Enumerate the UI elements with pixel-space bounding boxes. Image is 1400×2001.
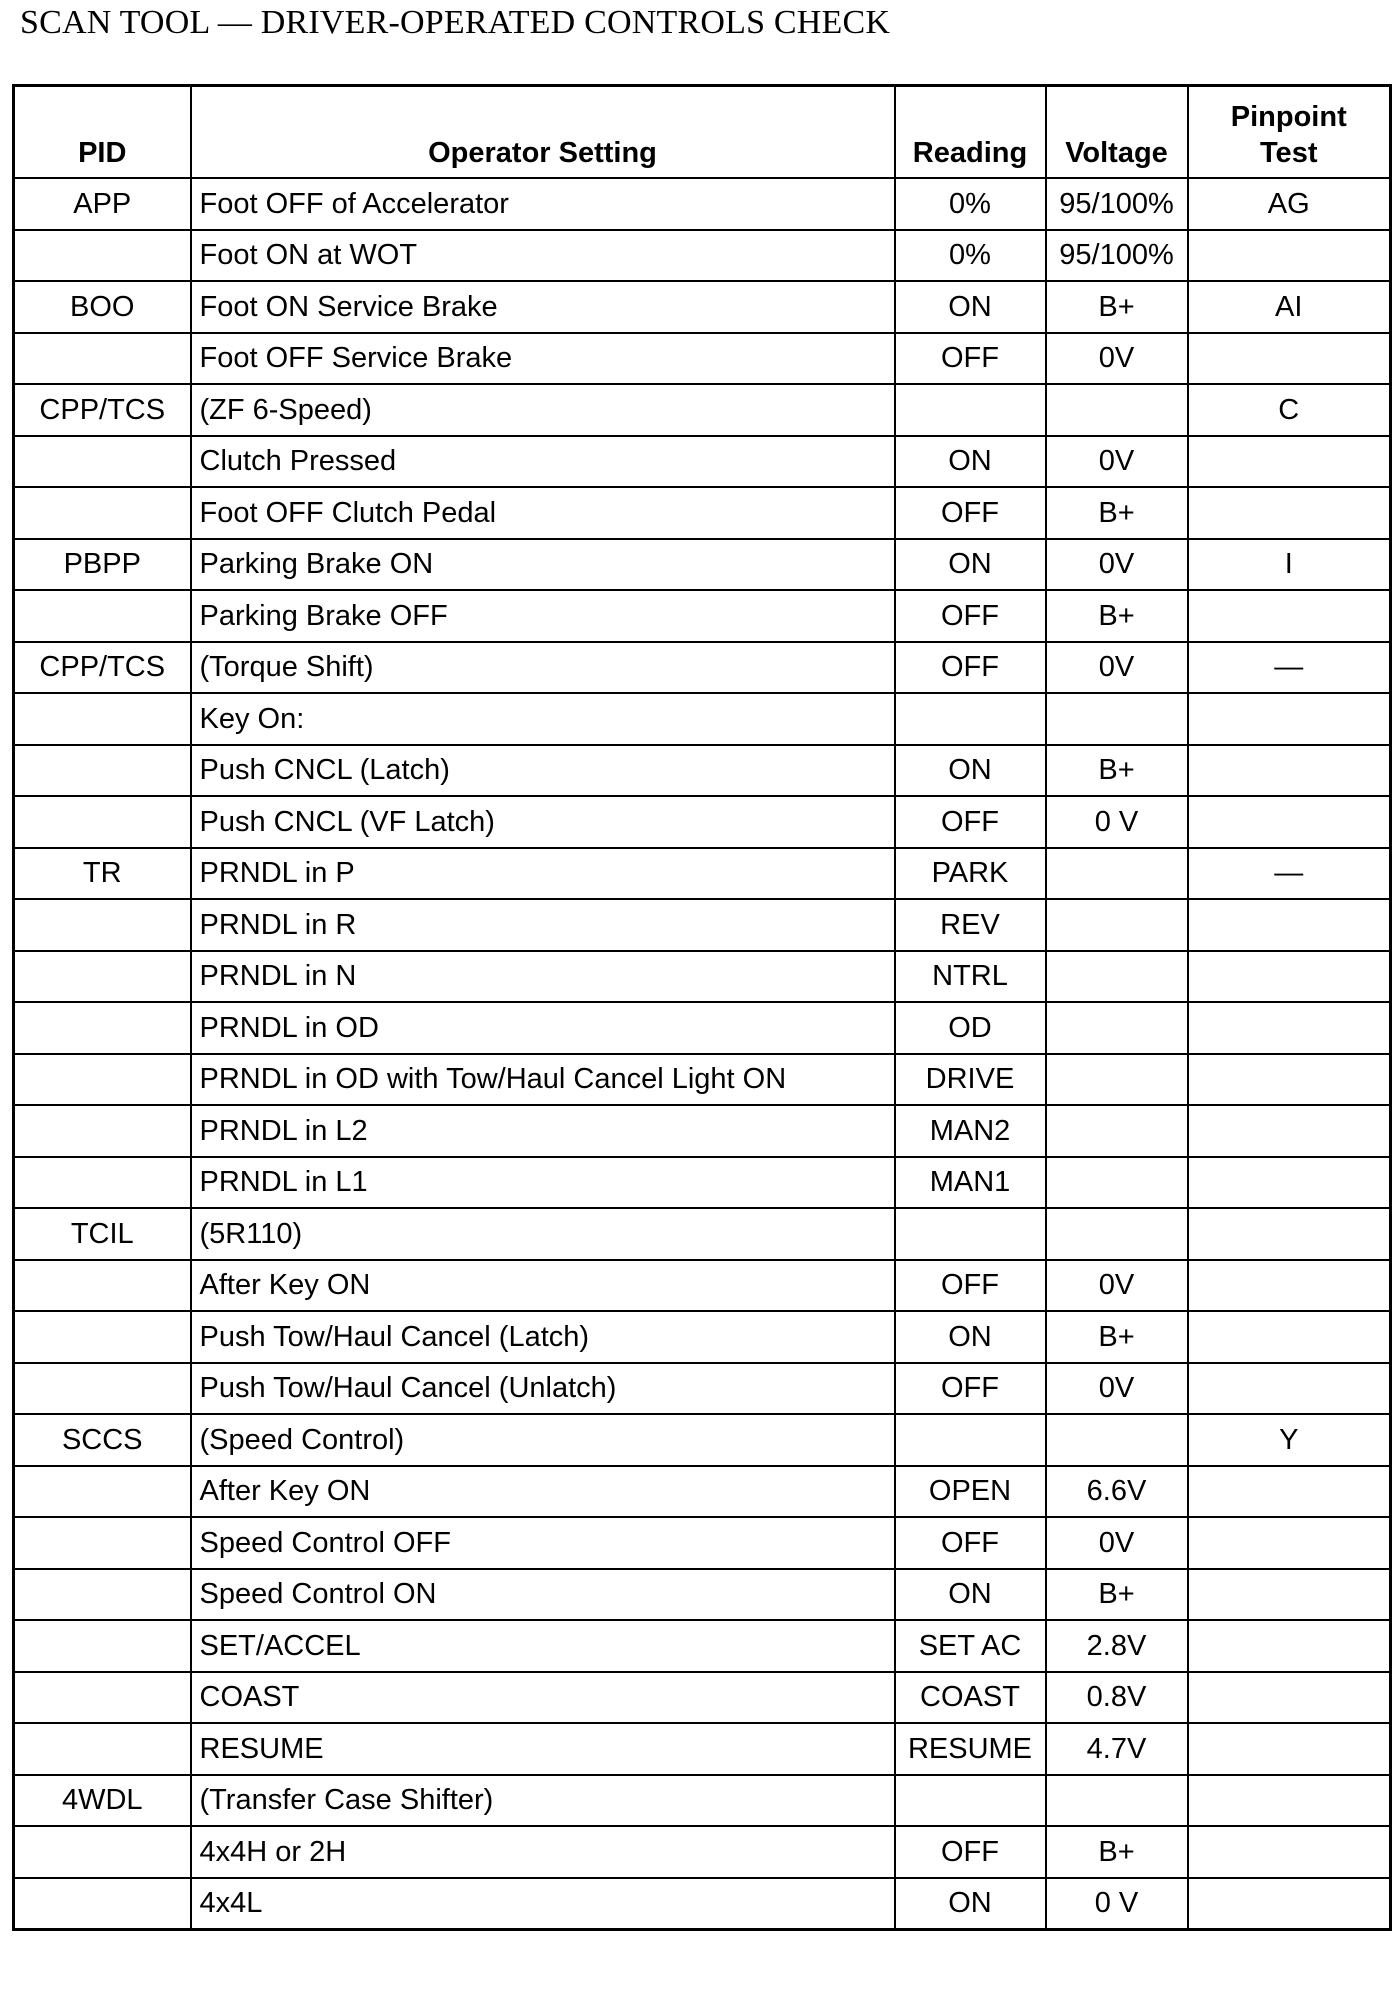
cell-pinpoint-test xyxy=(1188,1157,1391,1209)
cell-reading: ON xyxy=(895,1311,1046,1363)
table-row xyxy=(14,333,1391,385)
cell-pid: SCCS xyxy=(14,1414,191,1466)
table-row xyxy=(14,1414,1391,1466)
cell-operator-setting: Speed Control ON xyxy=(191,1569,895,1621)
cell-pinpoint-test xyxy=(1188,1105,1391,1157)
header-pid: PID xyxy=(14,86,191,179)
table-row xyxy=(14,1878,1391,1930)
cell-operator-setting: RESUME xyxy=(191,1723,895,1775)
cell-pinpoint-test: Y xyxy=(1188,1414,1391,1466)
cell-operator-setting: PRNDL in L1 xyxy=(191,1157,895,1209)
cell-operator-setting: COAST xyxy=(191,1672,895,1724)
cell-voltage: 0V xyxy=(1046,1363,1188,1415)
cell-operator-setting: 4x4H or 2H xyxy=(191,1826,895,1878)
cell-pinpoint-test xyxy=(1188,1620,1391,1672)
cell-pid: CPP/TCS xyxy=(14,384,191,436)
cell-reading: ON xyxy=(895,745,1046,797)
cell-pinpoint-test xyxy=(1188,1517,1391,1569)
cell-pinpoint-test xyxy=(1188,1723,1391,1775)
cell-pid: APP xyxy=(14,178,191,230)
cell-operator-setting: Foot ON Service Brake xyxy=(191,281,895,333)
cell-reading: ON xyxy=(895,436,1046,488)
table-row xyxy=(14,1157,1391,1209)
cell-operator-setting: PRNDL in N xyxy=(191,951,895,1003)
cell-reading: OFF xyxy=(895,1260,1046,1312)
cell-operator-setting: Push CNCL (VF Latch) xyxy=(191,796,895,848)
table-row xyxy=(14,951,1391,1003)
cell-voltage: 0.8V xyxy=(1046,1672,1188,1724)
cell-operator-setting: After Key ON xyxy=(191,1260,895,1312)
cell-voltage xyxy=(1046,1414,1188,1466)
cell-operator-setting: Key On: xyxy=(191,693,895,745)
header-reading: Reading xyxy=(895,86,1046,179)
cell-pinpoint-test xyxy=(1188,1208,1391,1260)
cell-voltage: B+ xyxy=(1046,281,1188,333)
header-row xyxy=(14,86,1391,179)
cell-voltage: 0 V xyxy=(1046,796,1188,848)
cell-voltage: B+ xyxy=(1046,1826,1188,1878)
cell-operator-setting: PRNDL in OD xyxy=(191,1002,895,1054)
cell-pinpoint-test xyxy=(1188,796,1391,848)
cell-voltage: 0V xyxy=(1046,333,1188,385)
cell-pid xyxy=(14,436,191,488)
cell-operator-setting: Foot ON at WOT xyxy=(191,230,895,282)
cell-reading: OFF xyxy=(895,590,1046,642)
cell-operator-setting: 4x4L xyxy=(191,1878,895,1930)
cell-voltage: 2.8V xyxy=(1046,1620,1188,1672)
table-row xyxy=(14,1105,1391,1157)
cell-pinpoint-test xyxy=(1188,693,1391,745)
cell-voltage xyxy=(1046,1157,1188,1209)
cell-pinpoint-test xyxy=(1188,1002,1391,1054)
cell-voltage: 0V xyxy=(1046,436,1188,488)
cell-pid xyxy=(14,693,191,745)
table-row xyxy=(14,436,1391,488)
cell-pid xyxy=(14,1260,191,1312)
cell-reading: SET AC xyxy=(895,1620,1046,1672)
table-row xyxy=(14,848,1391,900)
cell-operator-setting: PRNDL in P xyxy=(191,848,895,900)
cell-voltage xyxy=(1046,848,1188,900)
cell-reading: OFF xyxy=(895,796,1046,848)
cell-pinpoint-test xyxy=(1188,1363,1391,1415)
cell-pinpoint-test xyxy=(1188,1672,1391,1724)
cell-reading: ON xyxy=(895,539,1046,591)
cell-reading: OFF xyxy=(895,1826,1046,1878)
cell-operator-setting: Push Tow/Haul Cancel (Latch) xyxy=(191,1311,895,1363)
cell-operator-setting: (Speed Control) xyxy=(191,1414,895,1466)
table-row xyxy=(14,1002,1391,1054)
cell-reading: PARK xyxy=(895,848,1046,900)
cell-pid: CPP/TCS xyxy=(14,642,191,694)
cell-pinpoint-test: — xyxy=(1188,642,1391,694)
table-row xyxy=(14,1569,1391,1621)
table-row xyxy=(14,899,1391,951)
table-body xyxy=(14,178,1391,1930)
cell-pid xyxy=(14,1672,191,1724)
table-row xyxy=(14,1208,1391,1260)
cell-pid: BOO xyxy=(14,281,191,333)
cell-pinpoint-test xyxy=(1188,487,1391,539)
table-row xyxy=(14,1466,1391,1518)
table-row xyxy=(14,1775,1391,1827)
table-row xyxy=(14,230,1391,282)
cell-pid xyxy=(14,1569,191,1621)
cell-pinpoint-test xyxy=(1188,436,1391,488)
cell-voltage xyxy=(1046,1208,1188,1260)
cell-operator-setting: PRNDL in R xyxy=(191,899,895,951)
cell-pid xyxy=(14,1466,191,1518)
cell-voltage: 0V xyxy=(1046,1260,1188,1312)
cell-operator-setting: PRNDL in OD with Tow/Haul Cancel Light ON xyxy=(191,1054,895,1106)
cell-operator-setting: (ZF 6-Speed) xyxy=(191,384,895,436)
cell-pinpoint-test xyxy=(1188,1311,1391,1363)
cell-reading xyxy=(895,693,1046,745)
cell-voltage xyxy=(1046,1054,1188,1106)
cell-pinpoint-test xyxy=(1188,951,1391,1003)
table-row xyxy=(14,1672,1391,1724)
cell-voltage: 0V xyxy=(1046,642,1188,694)
cell-voltage xyxy=(1046,693,1188,745)
cell-operator-setting: After Key ON xyxy=(191,1466,895,1518)
cell-operator-setting: Foot OFF Clutch Pedal xyxy=(191,487,895,539)
cell-pid: PBPP xyxy=(14,539,191,591)
table-row xyxy=(14,539,1391,591)
cell-reading: REV xyxy=(895,899,1046,951)
cell-operator-setting: Foot OFF of Accelerator xyxy=(191,178,895,230)
cell-pid xyxy=(14,745,191,797)
cell-pid xyxy=(14,230,191,282)
table-row xyxy=(14,745,1391,797)
header-voltage: Voltage xyxy=(1046,86,1188,179)
cell-voltage: 95/100% xyxy=(1046,230,1188,282)
cell-reading: RESUME xyxy=(895,1723,1046,1775)
cell-pinpoint-test xyxy=(1188,1878,1391,1930)
cell-operator-setting: Push Tow/Haul Cancel (Unlatch) xyxy=(191,1363,895,1415)
cell-reading xyxy=(895,384,1046,436)
cell-reading: OFF xyxy=(895,487,1046,539)
cell-pid xyxy=(14,1517,191,1569)
cell-operator-setting: Parking Brake OFF xyxy=(191,590,895,642)
cell-pid xyxy=(14,1620,191,1672)
cell-voltage: B+ xyxy=(1046,590,1188,642)
cell-pid: TCIL xyxy=(14,1208,191,1260)
cell-pid xyxy=(14,590,191,642)
cell-reading: OPEN xyxy=(895,1466,1046,1518)
table-row xyxy=(14,1260,1391,1312)
cell-voltage xyxy=(1046,1105,1188,1157)
cell-voltage xyxy=(1046,899,1188,951)
cell-pinpoint-test: AI xyxy=(1188,281,1391,333)
cell-reading: 0% xyxy=(895,178,1046,230)
table-row xyxy=(14,1054,1391,1106)
cell-voltage: 0 V xyxy=(1046,1878,1188,1930)
cell-reading: OFF xyxy=(895,333,1046,385)
table-row xyxy=(14,1826,1391,1878)
cell-operator-setting: Push CNCL (Latch) xyxy=(191,745,895,797)
cell-pinpoint-test xyxy=(1188,1054,1391,1106)
table-row xyxy=(14,1311,1391,1363)
cell-pinpoint-test: AG xyxy=(1188,178,1391,230)
table-row xyxy=(14,178,1391,230)
cell-reading: MAN1 xyxy=(895,1157,1046,1209)
cell-voltage: 0V xyxy=(1046,539,1188,591)
table-row xyxy=(14,1620,1391,1672)
cell-reading: DRIVE xyxy=(895,1054,1046,1106)
cell-voltage xyxy=(1046,951,1188,1003)
controls-check-table xyxy=(12,84,1392,1931)
cell-pid xyxy=(14,1105,191,1157)
cell-reading: MAN2 xyxy=(895,1105,1046,1157)
cell-operator-setting: Clutch Pressed xyxy=(191,436,895,488)
cell-pid xyxy=(14,1723,191,1775)
cell-reading: OFF xyxy=(895,1517,1046,1569)
cell-pinpoint-test xyxy=(1188,230,1391,282)
cell-operator-setting: Parking Brake ON xyxy=(191,539,895,591)
cell-pid xyxy=(14,487,191,539)
cell-voltage: B+ xyxy=(1046,1569,1188,1621)
cell-operator-setting: SET/ACCEL xyxy=(191,1620,895,1672)
table-row xyxy=(14,487,1391,539)
cell-pinpoint-test xyxy=(1188,1466,1391,1518)
cell-pinpoint-test xyxy=(1188,333,1391,385)
table-row xyxy=(14,281,1391,333)
cell-operator-setting: PRNDL in L2 xyxy=(191,1105,895,1157)
cell-reading xyxy=(895,1414,1046,1466)
cell-voltage: B+ xyxy=(1046,487,1188,539)
cell-pid xyxy=(14,796,191,848)
header-operator-setting: Operator Setting xyxy=(191,86,895,179)
table-row xyxy=(14,693,1391,745)
cell-pid xyxy=(14,1054,191,1106)
cell-pid xyxy=(14,1311,191,1363)
cell-reading: 0% xyxy=(895,230,1046,282)
table-row xyxy=(14,384,1391,436)
cell-reading: COAST xyxy=(895,1672,1046,1724)
cell-reading xyxy=(895,1208,1046,1260)
cell-voltage xyxy=(1046,1002,1188,1054)
cell-voltage: B+ xyxy=(1046,1311,1188,1363)
cell-pinpoint-test xyxy=(1188,899,1391,951)
table-row xyxy=(14,642,1391,694)
cell-reading xyxy=(895,1775,1046,1827)
cell-pid xyxy=(14,1157,191,1209)
cell-reading: NTRL xyxy=(895,951,1046,1003)
table-row xyxy=(14,1517,1391,1569)
table-row xyxy=(14,590,1391,642)
table-header xyxy=(14,86,1391,179)
cell-reading: ON xyxy=(895,1878,1046,1930)
table-row xyxy=(14,1363,1391,1415)
cell-operator-setting: Foot OFF Service Brake xyxy=(191,333,895,385)
cell-pinpoint-test xyxy=(1188,745,1391,797)
cell-pinpoint-test: I xyxy=(1188,539,1391,591)
cell-voltage: B+ xyxy=(1046,745,1188,797)
cell-pid xyxy=(14,333,191,385)
cell-voltage: 6.6V xyxy=(1046,1466,1188,1518)
cell-pid: TR xyxy=(14,848,191,900)
cell-pinpoint-test xyxy=(1188,1260,1391,1312)
cell-voltage: 4.7V xyxy=(1046,1723,1188,1775)
cell-reading: OD xyxy=(895,1002,1046,1054)
page-title: SCAN TOOL — DRIVER-OPERATED CONTROLS CHECK xyxy=(20,4,891,41)
cell-reading: OFF xyxy=(895,1363,1046,1415)
cell-pinpoint-test xyxy=(1188,1775,1391,1827)
cell-pid xyxy=(14,951,191,1003)
table-row xyxy=(14,796,1391,848)
cell-reading: ON xyxy=(895,281,1046,333)
cell-voltage xyxy=(1046,1775,1188,1827)
header-pinpoint-label: Pinpoint Test xyxy=(1230,101,1347,169)
cell-pinpoint-test xyxy=(1188,1826,1391,1878)
cell-operator-setting: (Torque Shift) xyxy=(191,642,895,694)
cell-voltage: 95/100% xyxy=(1046,178,1188,230)
cell-voltage: 0V xyxy=(1046,1517,1188,1569)
table-row xyxy=(14,1723,1391,1775)
cell-pinpoint-test xyxy=(1188,590,1391,642)
cell-pid xyxy=(14,1363,191,1415)
cell-pid xyxy=(14,1878,191,1930)
cell-reading: ON xyxy=(895,1569,1046,1621)
cell-pinpoint-test: C xyxy=(1188,384,1391,436)
cell-pid: 4WDL xyxy=(14,1775,191,1827)
cell-pinpoint-test: — xyxy=(1188,848,1391,900)
header-pinpoint-test xyxy=(1188,86,1391,179)
cell-voltage xyxy=(1046,384,1188,436)
cell-pid xyxy=(14,1826,191,1878)
cell-pid xyxy=(14,1002,191,1054)
cell-pinpoint-test xyxy=(1188,1569,1391,1621)
cell-pid xyxy=(14,899,191,951)
cell-operator-setting: (5R110) xyxy=(191,1208,895,1260)
cell-reading: OFF xyxy=(895,642,1046,694)
cell-operator-setting: (Transfer Case Shifter) xyxy=(191,1775,895,1827)
cell-operator-setting: Speed Control OFF xyxy=(191,1517,895,1569)
